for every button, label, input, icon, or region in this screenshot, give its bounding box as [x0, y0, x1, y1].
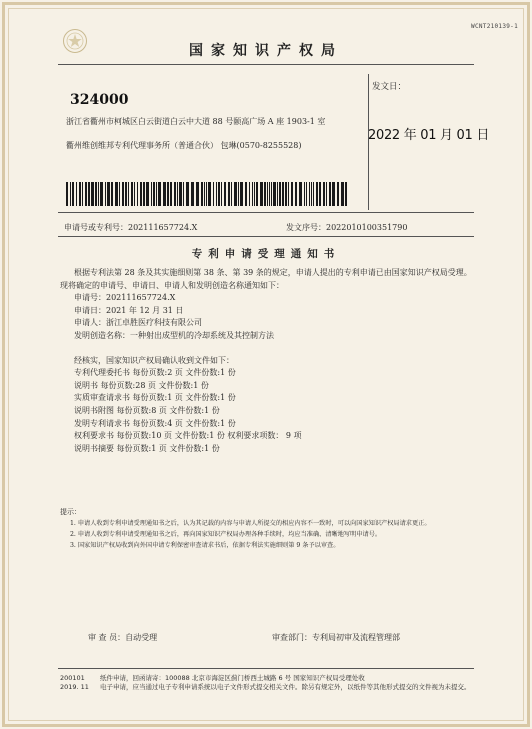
barcode-bar: [122, 182, 124, 206]
file-item: 实质审查请求书 每份页数:1 页 文件份数:1 份: [74, 393, 236, 403]
barcode-bar: [134, 182, 135, 206]
barcode-bar: [156, 182, 157, 206]
tip-item: 3. 国家知识产权局收到向外国申请专利保密审查请求书后，依据专利法实施细则第 9 条予以审查。: [70, 542, 340, 549]
barcode-bar: [304, 182, 305, 206]
barcode-bar: [282, 182, 284, 206]
address-block: [60, 74, 369, 210]
barcode-bar: [238, 182, 239, 206]
barcode-bar: [146, 182, 149, 206]
barcode-bar: [105, 182, 106, 206]
barcode-bar: [273, 182, 276, 206]
barcode-bar: [201, 182, 203, 206]
field-applicant: 申请人：浙江卓胜医疗科技有限公司: [74, 318, 202, 328]
barcode-bar: [208, 182, 211, 206]
footer-line-electronic: 电子申请，应当通过电子专利申请系统以电子文件形式提交相关文件。除另有规定外，以纸件等其他形式提交的文件视为未提交。: [100, 683, 471, 691]
form-code: WCNT210139-1: [471, 23, 518, 30]
barcode-bar: [316, 182, 318, 206]
barcode-bar: [285, 182, 287, 206]
notice-title: 专利申请受理通知书: [191, 248, 341, 260]
footer-notes: [100, 674, 476, 692]
barcode-bar: [329, 182, 331, 206]
barcode-bar: [221, 182, 222, 206]
barcode-bar: [319, 182, 321, 206]
barcode-bar: [269, 182, 270, 206]
barcode-bar: [245, 182, 247, 206]
barcode-bar: [79, 182, 81, 206]
barcode-bar: [151, 182, 152, 206]
barcode-bar: [70, 182, 71, 206]
send-date: 2022 年 01 月 01 日: [368, 128, 490, 143]
barcode-bar: [186, 182, 189, 206]
tip-item: 2. 申请人收到专利申请受理通知书之后，再向国家知识产权局办理各种手续时，均应当准确、清晰地写明申请号。: [70, 531, 382, 538]
barcode-bar: [228, 182, 230, 206]
barcode-bar: [174, 182, 176, 206]
barcode-bar: [82, 182, 83, 206]
footer-codes: [60, 674, 89, 692]
field-application-no: 申请号：202111657724.X: [74, 293, 176, 303]
tips-heading: 提示：: [60, 508, 81, 516]
barcode-bar: [196, 182, 199, 206]
footer-divider: [58, 668, 474, 669]
notice-intro: 根据专利法第 28 条及其实施细则第 38 条、第 39 条的规定，申请人提出的专利申请已由国家知识产权局受理。现将确定的申请号、申请日、申请人和发明创造名称通知如下：: [60, 268, 472, 290]
barcode-bar: [288, 182, 289, 206]
recipient-agency: 衢州维创维邦专利代理事务所（普通合伙） 包琳(0570-8255528): [66, 141, 302, 150]
barcode-bar: [125, 182, 127, 206]
files-intro: 经核实，国家知识产权局确认收到文件如下：: [74, 355, 234, 365]
barcode-bar: [252, 182, 253, 206]
barcode-bar: [264, 182, 266, 206]
barcode-bar: [204, 182, 205, 206]
file-item: 说明书附图 每份页数:8 页 文件份数:1 份: [74, 405, 220, 415]
barcode-bar: [311, 182, 312, 206]
serial-number: 发文序号：2022010100351790: [286, 223, 408, 232]
barcode-bar: [98, 182, 99, 206]
barcode-bar: [91, 182, 94, 206]
barcode-bar: [279, 182, 281, 206]
barcode-bar: [76, 182, 77, 206]
footer-code-2: 2019. 11: [60, 683, 89, 691]
barcode-bar: [231, 182, 232, 206]
barcode-bar: [216, 182, 217, 206]
barcode-bar: [277, 182, 278, 206]
header-divider: [58, 64, 474, 65]
barcode-bar: [240, 182, 243, 206]
barcode-bar: [153, 182, 155, 206]
barcode-bar: [170, 182, 172, 206]
barcode-bar: [167, 182, 169, 206]
barcode-bar: [183, 182, 184, 206]
barcode-bar: [295, 182, 297, 206]
field-invention-title: 发明创造名称：一种射出成型机的冷却系统及其控制方法: [74, 330, 274, 340]
barcode-bar: [326, 182, 327, 206]
barcode-bar: [224, 182, 226, 206]
barcode-bar: [341, 182, 344, 206]
footer-line-paper: 纸件申请，回函请寄：100088 北京市海淀区蓟门桥西土城路 6 号 国家知识产权局受理处收: [100, 674, 365, 682]
barcode-bar: [213, 182, 214, 206]
field-filing-date: 申请日：2021 年 12 月 31 日: [74, 305, 184, 315]
barcode-bar: [206, 182, 207, 206]
postcode: 324000: [70, 92, 129, 108]
barcode-bar: [291, 182, 293, 206]
file-item: 权利要求书 每份页数:10 页 文件份数:1 份 权利要求项数： 9 项: [74, 431, 302, 441]
barcode-bar: [66, 182, 68, 206]
barcode-bar: [140, 182, 142, 206]
footer-code-1: 200101: [60, 674, 85, 682]
barcode-bar: [332, 182, 335, 206]
barcode-bar: [313, 182, 314, 206]
barcode-bar: [323, 182, 325, 206]
send-date-label: 发文日：: [372, 82, 407, 92]
barcode-bar: [249, 182, 250, 206]
barcode-bar: [72, 182, 74, 206]
recipient-address: 浙江省衢州市柯城区白云街道白云中大道 88 号颐高广场 A 座 1903-1 室: [66, 117, 326, 126]
barcode-bar: [234, 182, 237, 206]
barcode-bar: [143, 182, 145, 206]
barcode-bar: [163, 182, 166, 206]
barcode-bar: [306, 182, 307, 206]
address-divider: [58, 212, 474, 213]
barcode-bar: [218, 182, 220, 206]
barcode-bar: [119, 182, 120, 206]
barcode-bar: [115, 182, 118, 206]
barcode-bar: [131, 182, 133, 206]
barcode-bar: [256, 182, 258, 206]
barcode-bar: [137, 182, 138, 206]
barcode-bar: [107, 182, 110, 206]
page-title: 国家知识产权局: [189, 43, 343, 59]
barcode-bar: [128, 182, 129, 206]
barcode-bar: [179, 182, 182, 206]
barcode-bar: [299, 182, 302, 206]
notice-body: [60, 267, 476, 455]
barcode-bar: [177, 182, 178, 206]
tip-item: 1. 申请人收到专利申请受理通知书之后，认为其记载的内容与申请人所提交的相应内容不一致时，可以向国家知识产权局请求更正。: [70, 520, 431, 527]
refs-divider: [58, 236, 474, 237]
barcode-bar: [271, 182, 272, 206]
barcode-bar: [267, 182, 268, 206]
file-item: 说明书摘要 每份页数:1 页 文件份数:1 份: [74, 443, 220, 453]
barcode: [66, 182, 348, 206]
barcode-bar: [309, 182, 310, 206]
barcode-bar: [191, 182, 194, 206]
tips-list: [60, 518, 476, 551]
barcode-bar: [158, 182, 161, 206]
barcode-bar: [85, 182, 87, 206]
file-item: 专利代理委托书 每份页数:2 页 文件份数:1 份: [74, 368, 236, 378]
barcode-bar: [111, 182, 113, 206]
file-item: 发明专利请求书 每份页数:4 页 文件份数:1 份: [74, 418, 236, 428]
barcode-bar: [100, 182, 103, 206]
barcode-bar: [260, 182, 263, 206]
barcode-bar: [95, 182, 97, 206]
barcode-bar: [88, 182, 90, 206]
barcode-bar: [337, 182, 339, 206]
application-number: 申请号或专利号：202111657724.X: [64, 223, 198, 232]
examiner: 审 查 员：自动受理: [88, 633, 158, 642]
barcode-bar: [254, 182, 255, 206]
file-item: 说明书 每份页数:28 页 文件份数:1 份: [74, 380, 209, 390]
examining-department: 审查部门：专利局初审及流程管理部: [272, 633, 400, 642]
barcode-bar: [345, 182, 347, 206]
